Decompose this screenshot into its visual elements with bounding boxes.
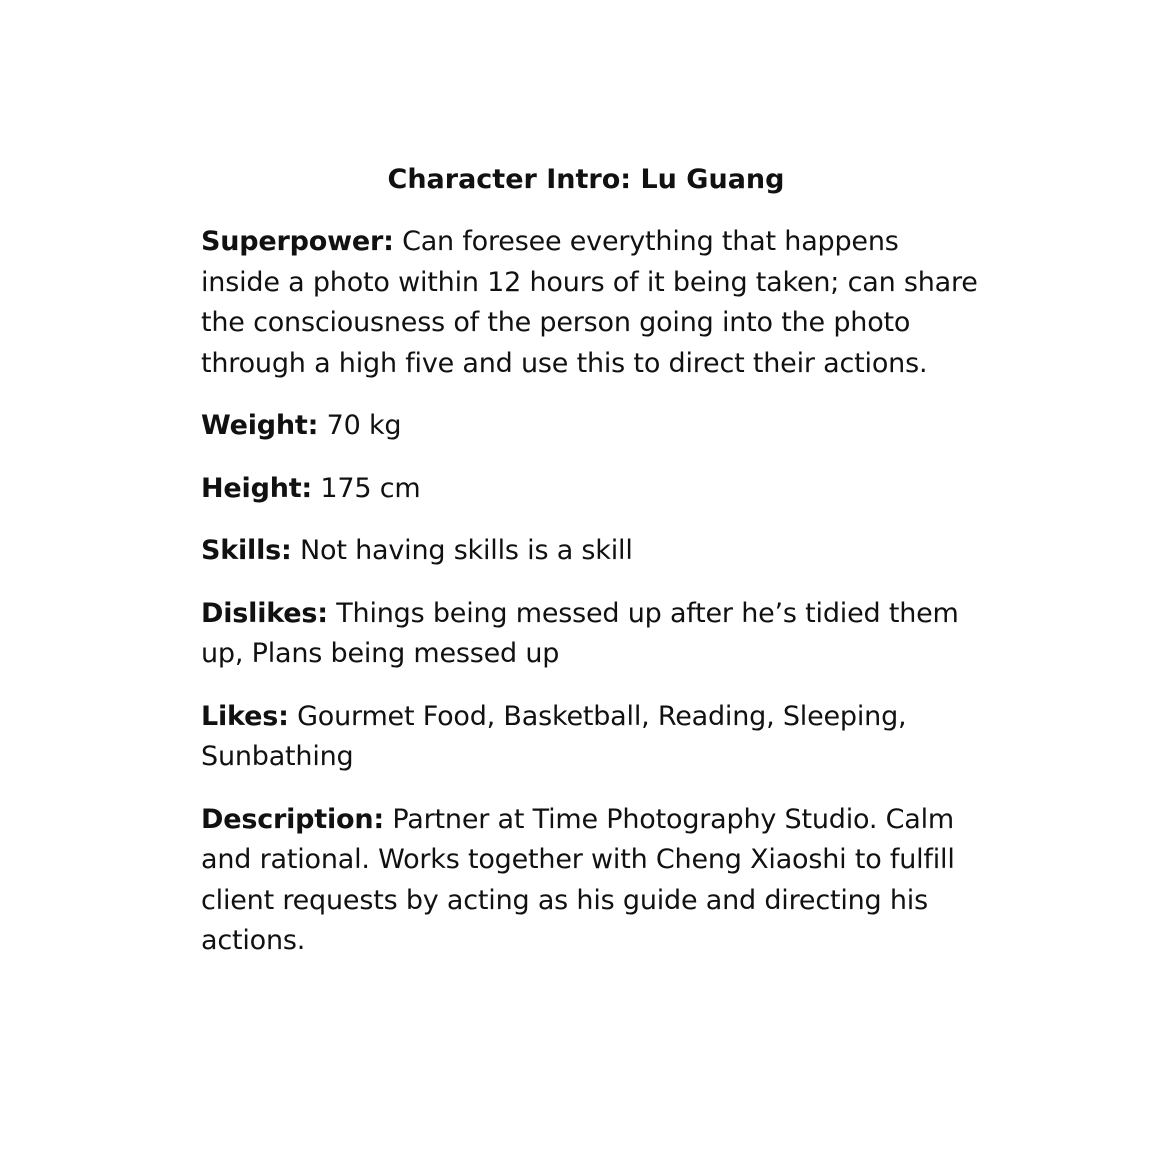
likes-value: Gourmet Food, Basketball, Reading, Sleeping, Sunbathing xyxy=(201,700,907,772)
likes-entry xyxy=(201,697,981,778)
superpower-entry xyxy=(201,222,981,384)
height-label: Height: xyxy=(201,472,313,504)
skills-entry xyxy=(201,531,981,572)
description-entry xyxy=(201,800,981,962)
page-title: Character Intro: Lu Guang xyxy=(387,164,785,195)
dislikes-entry xyxy=(201,594,981,675)
height-value: 175 cm xyxy=(320,472,421,504)
description-value: Partner at Time Photography Studio. Calm and rational. Works together with Cheng Xiaoshi to fulfill client requests by acting as his guide and directing his actions. xyxy=(201,803,955,956)
dislikes-label: Dislikes: xyxy=(201,597,328,629)
weight-label: Weight: xyxy=(201,410,319,441)
weight-value: 70 kg xyxy=(326,410,402,441)
superpower-value: Can foresee everything that happens inside a photo within 12 hours of it being taken; can share the consciousness of the person going into the photo through a high five and use this to direct their actions. xyxy=(201,226,978,379)
superpower-label: Superpower: xyxy=(201,226,394,257)
description-label: Description: xyxy=(201,803,385,835)
dislikes-value: Things being messed up after he’s tidied them up, Plans being messed up xyxy=(201,597,959,669)
likes-label: Likes: xyxy=(201,700,289,732)
character-intro-card xyxy=(201,160,981,984)
weight-entry xyxy=(201,406,981,447)
skills-value: Not having skills is a skill xyxy=(300,535,633,566)
skills-label: Skills: xyxy=(201,535,292,566)
height-entry xyxy=(201,469,981,510)
